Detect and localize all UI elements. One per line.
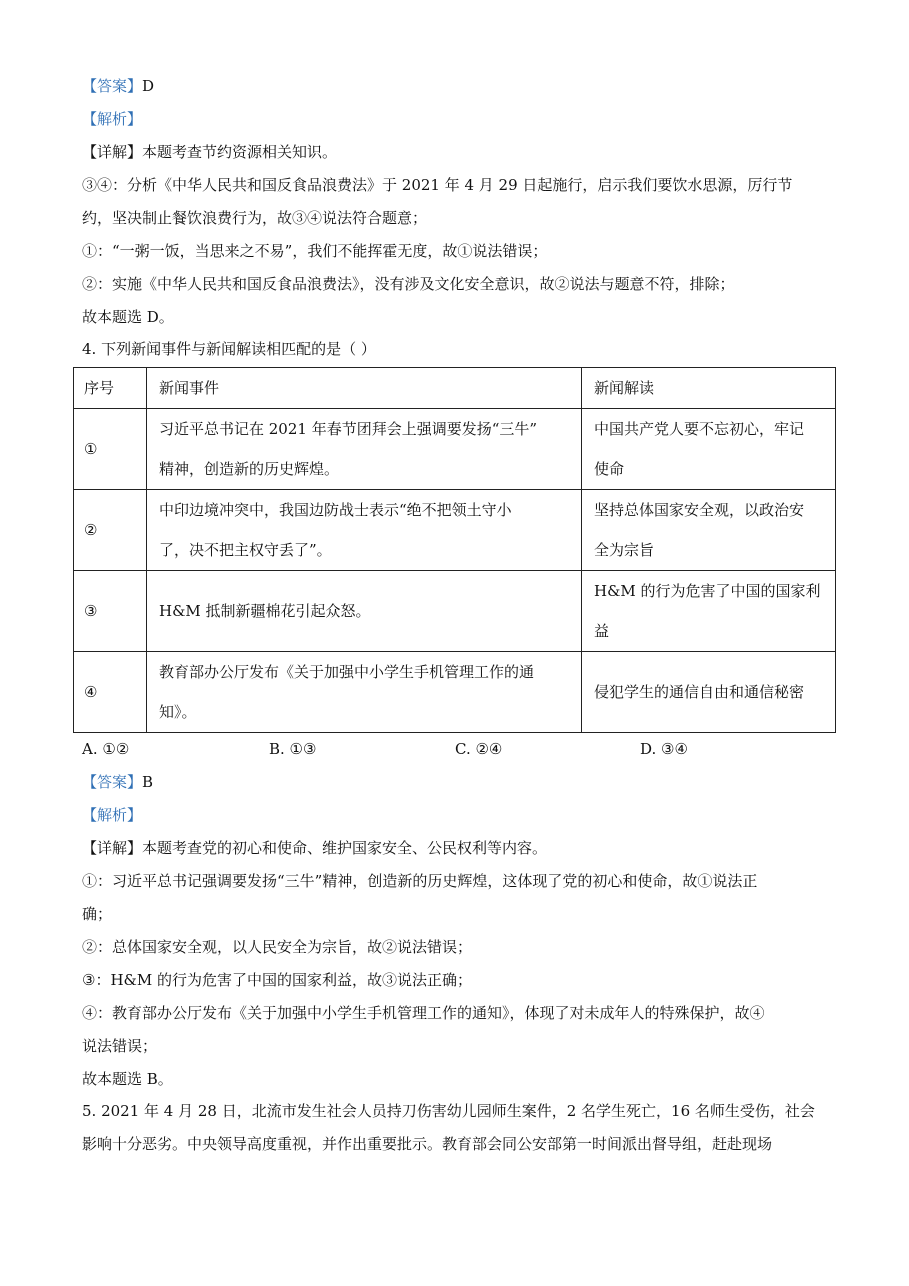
news-event xyxy=(147,652,582,733)
answer-tag: 【答案】 xyxy=(82,773,143,791)
option-a: A. ①② xyxy=(82,740,130,758)
table-row xyxy=(74,571,836,652)
cell-text: 了，决不把主权守丢了”。 xyxy=(159,541,332,559)
explanation-line: 确； xyxy=(82,905,113,923)
q5-stem-line: 5. 2021 年 4 月 28 日，北流市发生社会人员持刀伤害幼儿园师生案件，2 名学生死亡，16 名师生受伤，社会 xyxy=(82,1102,815,1120)
table-header-row xyxy=(74,368,836,409)
explanation-line: ②：总体国家安全观，以人民安全为宗旨，故②说法错误； xyxy=(82,938,473,956)
answer-value: D xyxy=(142,77,155,95)
header-cell: 序号 xyxy=(74,368,147,409)
q5-stem-line: 影响十分恶劣。中央领导高度重视，并作出重要批示。教育部会同公安部第一时间派出督导组，赶赴现场 xyxy=(82,1135,773,1153)
news-event xyxy=(147,409,582,490)
cell-text: H&M 的行为危害了中国的国家利益 xyxy=(594,582,821,640)
cell-text: H&M 抵制新疆棉花引起众怒。 xyxy=(159,602,371,620)
analysis-tag: 【解析】 xyxy=(82,110,143,128)
news-reading xyxy=(582,490,836,571)
explanation-line: ③④：分析《中华人民共和国反食品浪费法》于 2021 年 4 月 29 日起施行，启示我们要饮水思源，厉行节 xyxy=(82,176,793,194)
option-d: D. ③④ xyxy=(640,740,688,758)
header-cell: 新闻事件 xyxy=(147,368,582,409)
news-event xyxy=(147,571,582,652)
explanation-line: 说法错误； xyxy=(82,1037,158,1055)
cell-text: 习近平总书记在 2021 年春节团拜会上强调要发扬“三牛” xyxy=(159,420,538,438)
cell-text: 知》。 xyxy=(159,703,197,721)
news-reading xyxy=(582,409,836,490)
conclusion-line: 故本题选 B。 xyxy=(82,1070,173,1088)
news-reading xyxy=(582,571,836,652)
explanation-line: 约，坚决制止餐饮浪费行为，故③④说法符合题意； xyxy=(82,209,428,227)
row-number: ③ xyxy=(74,571,147,652)
answer-value: B xyxy=(142,773,154,791)
explanation-line: ①：“一粥一饭，当思来之不易”，我们不能挥霍无度，故①说法错误； xyxy=(82,242,548,260)
cell-text: 使命 xyxy=(594,460,625,478)
row-number: ④ xyxy=(74,652,147,733)
cell-text: 全为宗旨 xyxy=(594,541,655,559)
explanation-line: ④：教育部办公厅发布《关于加强中小学生手机管理工作的通知》，体现了对未成年人的特殊保护，故④ xyxy=(82,1004,765,1022)
cell-text: 中印边境冲突中，我国边防战士表示“绝不把领土守小 xyxy=(159,501,512,519)
detail-line: 【详解】本题考查党的初心和使命、维护国家安全、公民权利等内容。 xyxy=(82,839,548,857)
cell-text: 坚持总体国家安全观，以政治安 xyxy=(594,501,805,519)
cell-text: 侵犯学生的通信自由和通信秘密 xyxy=(594,683,805,701)
cell-text: 精神，创造新的历史辉煌。 xyxy=(159,460,340,478)
conclusion-line: 故本题选 D。 xyxy=(82,308,174,326)
explanation-line: ②：实施《中华人民共和国反食品浪费法》，没有涉及文化安全意识，故②说法与题意不符，排除； xyxy=(82,275,735,293)
detail-line: 【详解】本题考查节约资源相关知识。 xyxy=(82,143,338,161)
explanation-line: ③：H&M 的行为危害了中国的国家利益，故③说法正确； xyxy=(82,971,473,989)
explanation-line: ①：习近平总书记强调要发扬“三牛”精神，创造新的历史辉煌，这体现了党的初心和使命，故①说法正 xyxy=(82,872,758,890)
row-number: ② xyxy=(74,490,147,571)
option-b: B. ①③ xyxy=(269,740,317,758)
table-row xyxy=(74,490,836,571)
header-cell: 新闻解读 xyxy=(582,368,836,409)
table-row xyxy=(74,409,836,490)
cell-text: 中国共产党人要不忘初心，牢记 xyxy=(594,420,805,438)
news-reading xyxy=(582,652,836,733)
news-event xyxy=(147,490,582,571)
news-table xyxy=(73,367,836,733)
analysis-tag: 【解析】 xyxy=(82,806,143,824)
row-number: ① xyxy=(74,409,147,490)
answer-tag: 【答案】 xyxy=(82,77,143,95)
q4-answer-line xyxy=(82,772,153,792)
option-c: C. ②④ xyxy=(455,740,503,758)
question-stem: 4. 下列新闻事件与新闻解读相匹配的是（ ） xyxy=(82,340,376,358)
table-row xyxy=(74,652,836,733)
q3-answer-line xyxy=(82,76,154,96)
cell-text: 教育部办公厅发布《关于加强中小学生手机管理工作的通 xyxy=(159,663,535,681)
